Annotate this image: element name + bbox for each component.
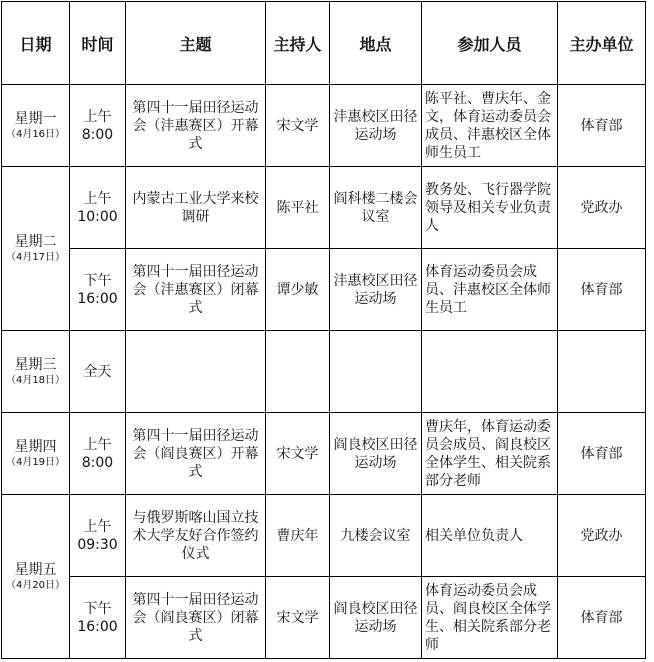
- header-place: 地点: [330, 2, 422, 85]
- attendees-cell: [422, 331, 558, 413]
- header-time: 时间: [70, 2, 126, 85]
- table-row: [2, 577, 646, 659]
- place-cell: 九楼会议室: [330, 495, 422, 577]
- date-cell: [2, 413, 70, 495]
- time-clock: 16:00: [77, 290, 118, 307]
- host-cell: 宋文学: [266, 85, 330, 167]
- place-cell: [330, 331, 422, 413]
- host-cell: 陈平社: [266, 167, 330, 249]
- topic-cell: 内蒙古工业大学来校调研: [126, 167, 266, 249]
- attendees-cell: 体育运动委员会成员、沣惠校区全体师生员工: [422, 249, 558, 331]
- topic-cell: 第四十一届田径运动会（阎良赛区）闭幕式: [126, 577, 266, 659]
- day-label: 星期五: [14, 562, 57, 578]
- time-cell: [70, 495, 126, 577]
- date-cell: [2, 331, 70, 413]
- header-date: 日期: [2, 2, 70, 85]
- attendees-cell: 教务处、飞行器学院领导及相关专业负责人: [422, 167, 558, 249]
- table-row: [2, 413, 646, 495]
- time-cell: [70, 167, 126, 249]
- host-cell: [266, 331, 330, 413]
- topic-cell: 第四十一届田径运动会（沣惠赛区）闭幕式: [126, 249, 266, 331]
- time-cell: [70, 413, 126, 495]
- header-topic: 主题: [126, 2, 266, 85]
- table-row: [2, 331, 646, 413]
- time-cell: [70, 331, 126, 413]
- day-label: 星期三: [14, 357, 57, 373]
- time-clock: 10:00: [77, 208, 118, 225]
- day-label: 星期一: [14, 111, 57, 127]
- time-period: 上午: [83, 190, 112, 207]
- date-cell: [2, 167, 70, 331]
- topic-cell: 与俄罗斯喀山国立技术大学友好合作签约仪式: [126, 495, 266, 577]
- organizer-cell: 体育部: [558, 249, 646, 331]
- place-cell: 阎良校区田径运动场: [330, 577, 422, 659]
- place-cell: 沣惠校区田径运动场: [330, 85, 422, 167]
- header-row: [2, 2, 646, 85]
- date-cell: [2, 495, 70, 659]
- schedule-table: [1, 1, 646, 659]
- header-organizer: 主办单位: [558, 2, 646, 85]
- day-label: 星期四: [14, 439, 57, 455]
- topic-cell: [126, 331, 266, 413]
- host-cell: 曹庆年: [266, 495, 330, 577]
- place-cell: 阎科楼二楼会议室: [330, 167, 422, 249]
- day-label: 星期二: [14, 234, 57, 250]
- time-period: 下午: [83, 600, 112, 617]
- organizer-cell: 党政办: [558, 495, 646, 577]
- time-clock: 16:00: [77, 618, 118, 635]
- time-period: 全天: [83, 363, 112, 380]
- table-row: [2, 167, 646, 249]
- date-cell: [2, 85, 70, 167]
- header-host: 主持人: [266, 2, 330, 85]
- time-clock: 8:00: [81, 126, 114, 143]
- attendees-cell: 陈平社、曹庆年、金文，体育运动委员会成员、沣惠校区全体师生员工: [422, 85, 558, 167]
- attendees-cell: 相关单位负责人: [422, 495, 558, 577]
- time-clock: 09:30: [77, 536, 118, 553]
- host-cell: 谭少敏: [266, 249, 330, 331]
- date-label: （4月17日）: [5, 252, 66, 263]
- table-row: [2, 85, 646, 167]
- organizer-cell: 体育部: [558, 577, 646, 659]
- place-cell: 阎良校区田径运动场: [330, 413, 422, 495]
- time-period: 上午: [83, 436, 112, 453]
- header-attendees: 参加人员: [422, 2, 558, 85]
- time-period: 上午: [83, 108, 112, 125]
- time-period: 上午: [83, 518, 112, 535]
- date-label: （4月16日）: [5, 129, 66, 140]
- time-clock: 8:00: [81, 454, 114, 471]
- host-cell: 宋文学: [266, 413, 330, 495]
- host-cell: 宋文学: [266, 577, 330, 659]
- date-label: （4月18日）: [5, 375, 66, 386]
- attendees-cell: 曹庆年，体育运动委员会成员、阎良校区全体学生、相关院系部分老师: [422, 413, 558, 495]
- place-cell: 沣惠校区田径运动场: [330, 249, 422, 331]
- time-cell: [70, 85, 126, 167]
- organizer-cell: 党政办: [558, 167, 646, 249]
- time-cell: [70, 249, 126, 331]
- attendees-cell: 体育运动委员会成员、阎良校区全体学生、相关院系部分老师: [422, 577, 558, 659]
- organizer-cell: 体育部: [558, 413, 646, 495]
- organizer-cell: [558, 331, 646, 413]
- organizer-cell: 体育部: [558, 85, 646, 167]
- topic-cell: 第四十一届田径运动会（沣惠赛区）开幕式: [126, 85, 266, 167]
- time-period: 下午: [83, 272, 112, 289]
- topic-cell: 第四十一届田径运动会（阎良赛区）开幕式: [126, 413, 266, 495]
- time-cell: [70, 577, 126, 659]
- table-row: [2, 495, 646, 577]
- table-row: [2, 249, 646, 331]
- date-label: （4月20日）: [5, 580, 66, 591]
- date-label: （4月19日）: [5, 457, 66, 468]
